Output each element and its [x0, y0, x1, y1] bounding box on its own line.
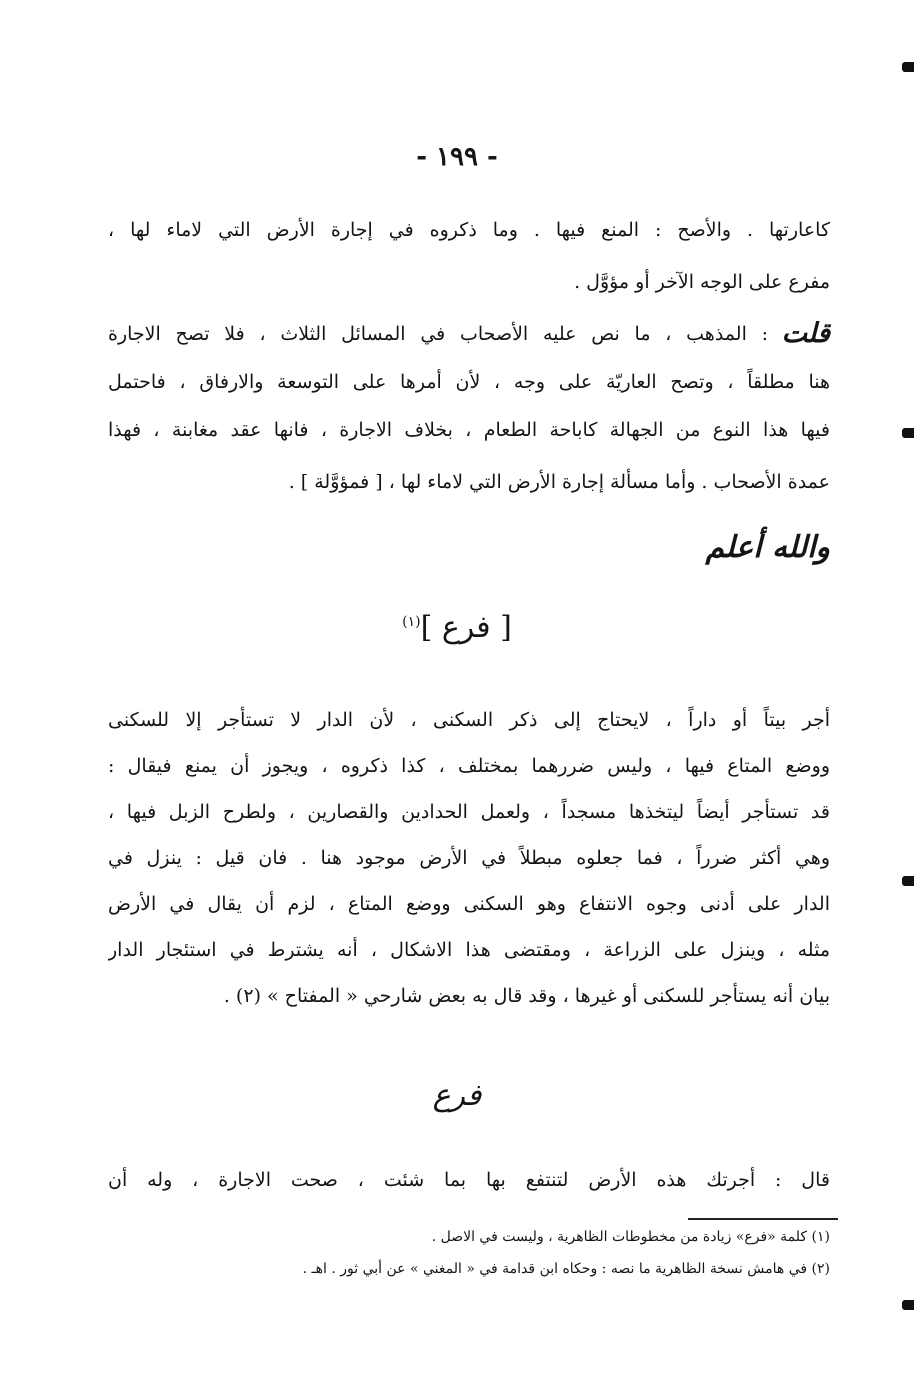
text-line: فيها هذا النوع من الجهالة كاباحة الطعام ، بخلاف الاجارة ، فانها عقد مغابنة ، فهذا: [108, 419, 830, 441]
text-line: أجر بيتاً أو داراً ، لايحتاج إلى ذكر السكنى ، لأن الدار لا تستأجر إلا للسكنى: [108, 709, 830, 731]
text-line: هنا مطلقاً ، وتصح العاريّة على وجه ، لأن أمرها على التوسعة والارفاق ، فاحتمل: [108, 371, 830, 393]
heading-1-text: [ فرع ]: [420, 610, 512, 645]
page-number: - ١٩٩ -: [416, 142, 498, 172]
text-line: قد تستأجر أيضاً ليتخذها مسجداً ، ولعمل الحدادين والقصارين ، ولطرح الزبل فيها ،: [108, 801, 830, 823]
text-line: الدار على أدنى وجوه الانتفاع وهو السكنى ووضع المتاع ، لزم أن يقال في الأرض: [108, 893, 830, 915]
text-line: قال : أجرتك هذه الأرض لتنتفع بها بما شئت ، صحت الاجارة ، وله أن: [108, 1169, 830, 1191]
scan-edge-mark: [902, 1300, 914, 1310]
text-line: بيان أنه يستأجر للسكنى أو غيرها ، وقد قال به بعض شارحي « المفتاح » (٢) .: [223, 985, 830, 1007]
text-line: ووضع المتاع فيها ، وليس ضررهما بمختلف ، كذا ذكروه ، ويجوز أن يمنع فيقال :: [108, 755, 830, 777]
qultu-label: قلت: [781, 318, 830, 349]
section-heading-1: [0, 610, 914, 645]
footnote-2: (٢) في هامش نسخة الظاهرية ما نصه : وحكاه ابن قدامة في « المغني » عن أبي ثور . اهـ .: [302, 1261, 830, 1277]
scan-edge-mark: [902, 62, 914, 72]
closing-phrase: والله أعلم: [705, 530, 830, 565]
footnote-separator: [688, 1218, 838, 1220]
text-line: : المذهب ، ما نص عليه الأصحاب في المسائل الثلاث ، فلا تصح الاجارة: [108, 323, 768, 345]
text-line: مثله ، وينزل على الزراعة ، ومقتضى هذا الاشكال ، أنه يشترط في استئجار الدار: [108, 939, 830, 961]
section-heading-2: فرع: [432, 1078, 482, 1113]
footnote-marker: (١): [402, 614, 421, 630]
scan-edge-mark: [902, 876, 914, 886]
footnote-1: (١) كلمة «فرع» زيادة من مخطوطات الظاهرية ، وليست في الاصل .: [431, 1229, 830, 1245]
text-line: مفرع على الوجه الآخر أو مؤوَّل .: [574, 271, 830, 293]
text-line: وهي أكثر ضرراً ، فما جعلوه مبطلاً في الأرض موجود هنا . فان قيل : ينزل في: [108, 847, 830, 869]
scan-edge-mark: [902, 428, 914, 438]
text-line: عمدة الأصحاب . وأما مسألة إجارة الأرض التي لاماء لها ، [ فمؤوَّلة ] .: [288, 471, 830, 493]
text-line: كاعارتها . والأصح : المنع فيها . وما ذكروه في إجارة الأرض التي لاماء لها ،: [108, 219, 830, 241]
